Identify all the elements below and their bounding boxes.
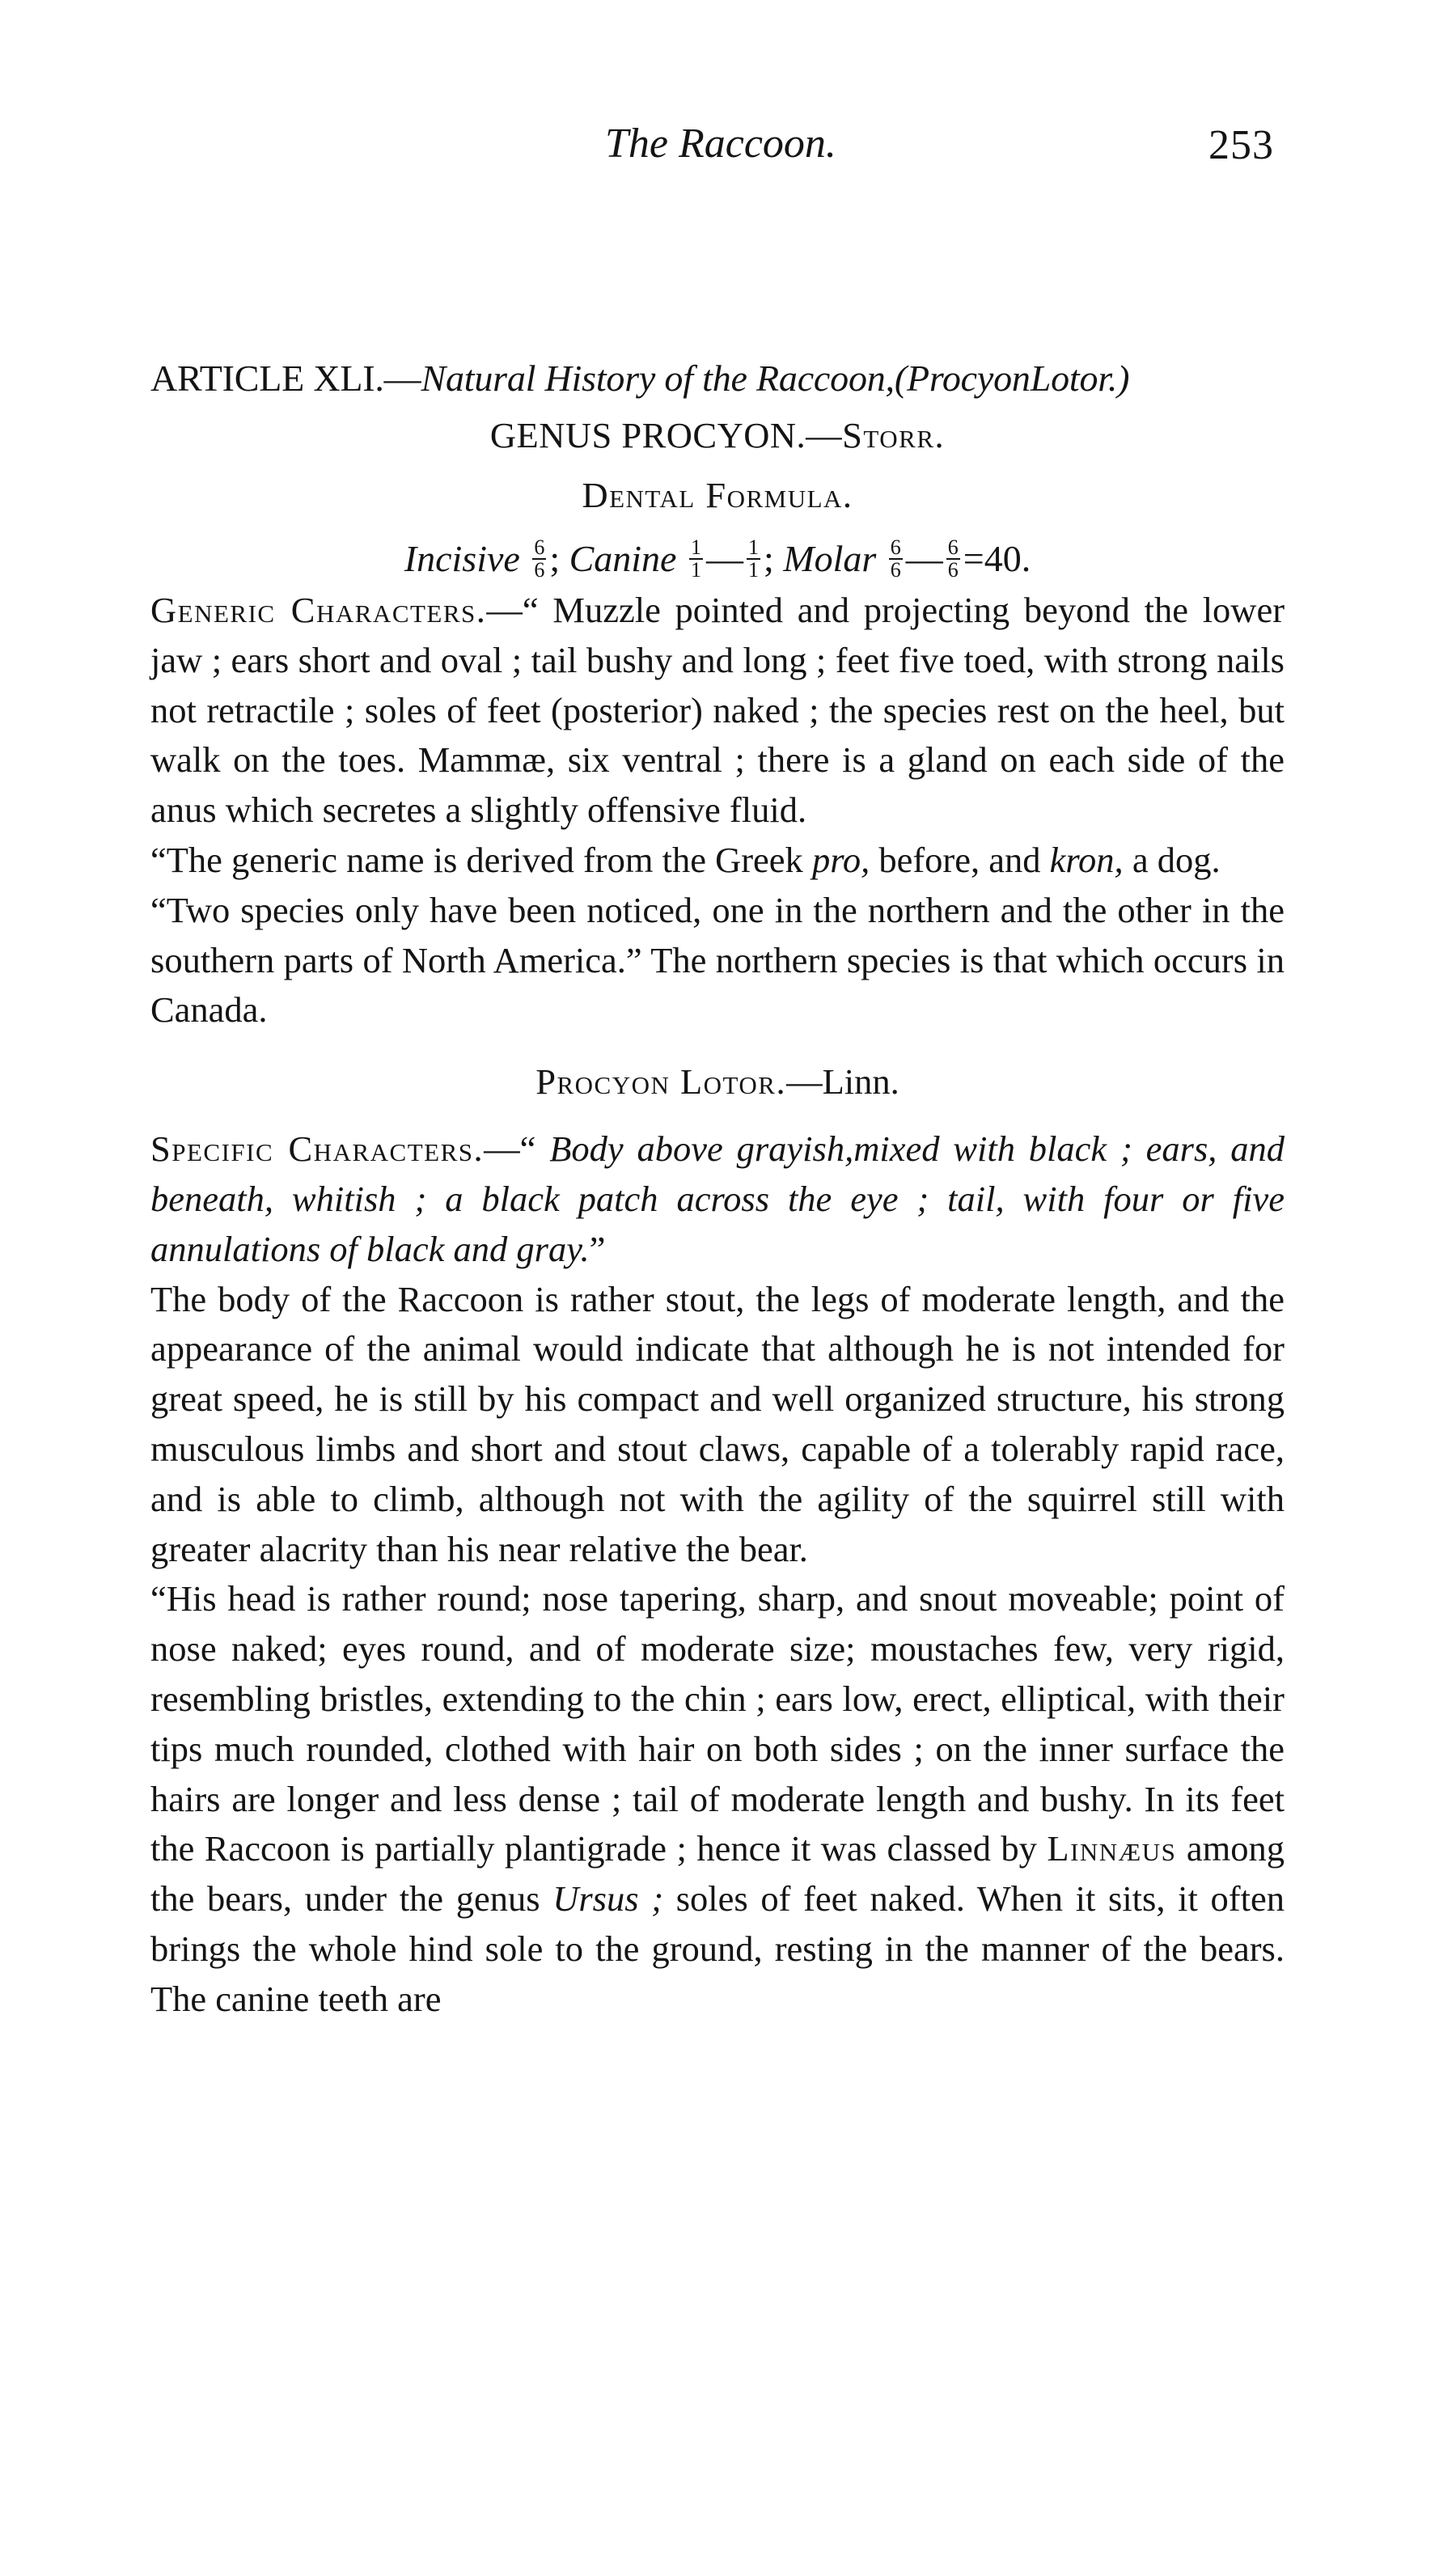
- body-description-paragraph: The body of the Raccoon is rather stout, the legs of moderate length, and the appearance of the animal would indicate that although he is not intended for great speed, he is still by his compact and well organized structure, his strong musculous limbs and short and stout claws, capable of a tolerably rapid race, and is able to climb, although not with the agility of the squirrel still with greater alacrity than his near relative the bear.: [150, 1278, 1285, 1569]
- fraction-numerator: 1: [747, 535, 759, 560]
- head-description-text-3: soles of feet naked. When it sits, it often brings the whole hind sole to the ground, resting in the manner of the bears. The canine teeth are: [150, 1878, 1285, 2019]
- fraction-denominator: 6: [534, 558, 545, 582]
- fraction-denominator: 6: [947, 558, 959, 582]
- article-heading-prefix: ARTICLE XLI.—: [150, 358, 421, 399]
- specific-characters-text: Body above grayish,mixed with black ; ears, and beneath, whitish ; a black patch across the eye ; tail, with four or five annulations of black and gray.: [150, 1128, 1285, 1269]
- molar-fraction-right: [946, 537, 960, 581]
- specific-characters-close: ”: [589, 1228, 606, 1269]
- generic-characters-paragraph: [150, 586, 1285, 836]
- page-content: [150, 353, 1285, 2025]
- page-number: 253: [1208, 122, 1274, 168]
- species-author: —Linn.: [786, 1061, 899, 1103]
- etymology-text-2: before, and: [870, 839, 1050, 880]
- article-heading-species: (ProcyonLotor.): [894, 358, 1130, 399]
- article-heading: [150, 353, 1285, 404]
- running-head: [0, 120, 1456, 176]
- etymology-word-pro: pro,: [811, 839, 870, 880]
- incisive-fraction: [532, 537, 546, 581]
- dental-formula: Incisive $\frac{6}{6}$ ; Canine $\frac{1}{1}$ — $\frac{1}{1}$ ; Molar $\frac{6}{6}$ — $\frac{6}{6}$ =40.: [404, 535, 1031, 582]
- species-distribution-paragraph: “Two species only have been noticed, one in the northern and the other in the southern parts of North America.” The northern species is that which occurs in Canada.: [150, 889, 1285, 1031]
- fraction-numerator: 6: [534, 535, 545, 560]
- genus-heading: [150, 409, 1285, 461]
- species-heading: [150, 1056, 1285, 1107]
- fraction-numerator: 6: [890, 535, 901, 560]
- fraction-numerator: 6: [947, 535, 959, 560]
- linnaeus-name: Linnæus: [1047, 1828, 1177, 1869]
- species-name: Procyon Lotor.: [535, 1061, 787, 1103]
- fraction-denominator: 1: [747, 558, 759, 582]
- etymology-paragraph: [150, 836, 1285, 886]
- fraction-numerator: 1: [690, 535, 701, 560]
- dental-formula-heading: Dental Formula.: [582, 475, 853, 515]
- etymology-text-1: “The generic name is derived from the Greek: [150, 839, 812, 880]
- incisive-label: Incisive: [404, 538, 520, 579]
- running-title: The Raccoon.: [605, 121, 836, 167]
- fraction-denominator: 1: [690, 558, 701, 582]
- canine-fraction-right: [747, 537, 760, 581]
- generic-characters-label: Generic Characters.: [150, 590, 487, 630]
- etymology-text-3: a dog.: [1123, 839, 1221, 880]
- fraction-denominator: 6: [890, 558, 901, 582]
- article-heading-title: Natural History of the Raccoon,: [421, 358, 895, 399]
- etymology-word-kron: kron,: [1049, 839, 1124, 880]
- specific-characters-dash: —“: [484, 1128, 550, 1170]
- specific-characters-label: Specific Characters.: [150, 1128, 485, 1170]
- genus-name: GENUS PROCYON.—: [489, 415, 843, 455]
- genus-author: Storr.: [842, 415, 946, 455]
- molar-fraction-left: [889, 537, 903, 581]
- canine-fraction-left: [689, 537, 703, 581]
- head-description-paragraph: [150, 1574, 1285, 2024]
- head-description-text-1: “His head is rather round; nose tapering, sharp, and snout moveable; point of nose naked; eyes round, and of moderate size; moustaches few, very rigid, resembling bristles, extending to the chin ; ears low, erect, elliptical, with their tips much rounded, clothed with hair on both sides ; on the inner surface the hairs are longer and less dense ; tail of moderate length and bushy. In its feet the Raccoon is partially plantigrade ; hence it was classed by: [150, 1578, 1285, 1869]
- molar-label: Molar: [783, 538, 877, 579]
- formula-total: =40.: [963, 538, 1031, 579]
- head-description-text-2: among the bears, under the genus: [150, 1828, 1285, 1920]
- ursus-genus: Ursus ;: [552, 1878, 664, 1920]
- canine-label: Canine: [569, 538, 677, 579]
- specific-characters-paragraph: [150, 1124, 1285, 1274]
- generic-characters-text: —“ Muzzle pointed and projecting beyond the lower jaw ; ears short and oval ; tail bushy and long ; feet five toed, with strong nails not retractile ; soles of feet (posterior) naked ; the species rest on the heel, but walk on the toes. Mammæ, six ventral ; there is a gland on each side of the anus which secretes a slightly offensive fluid.: [150, 590, 1285, 831]
